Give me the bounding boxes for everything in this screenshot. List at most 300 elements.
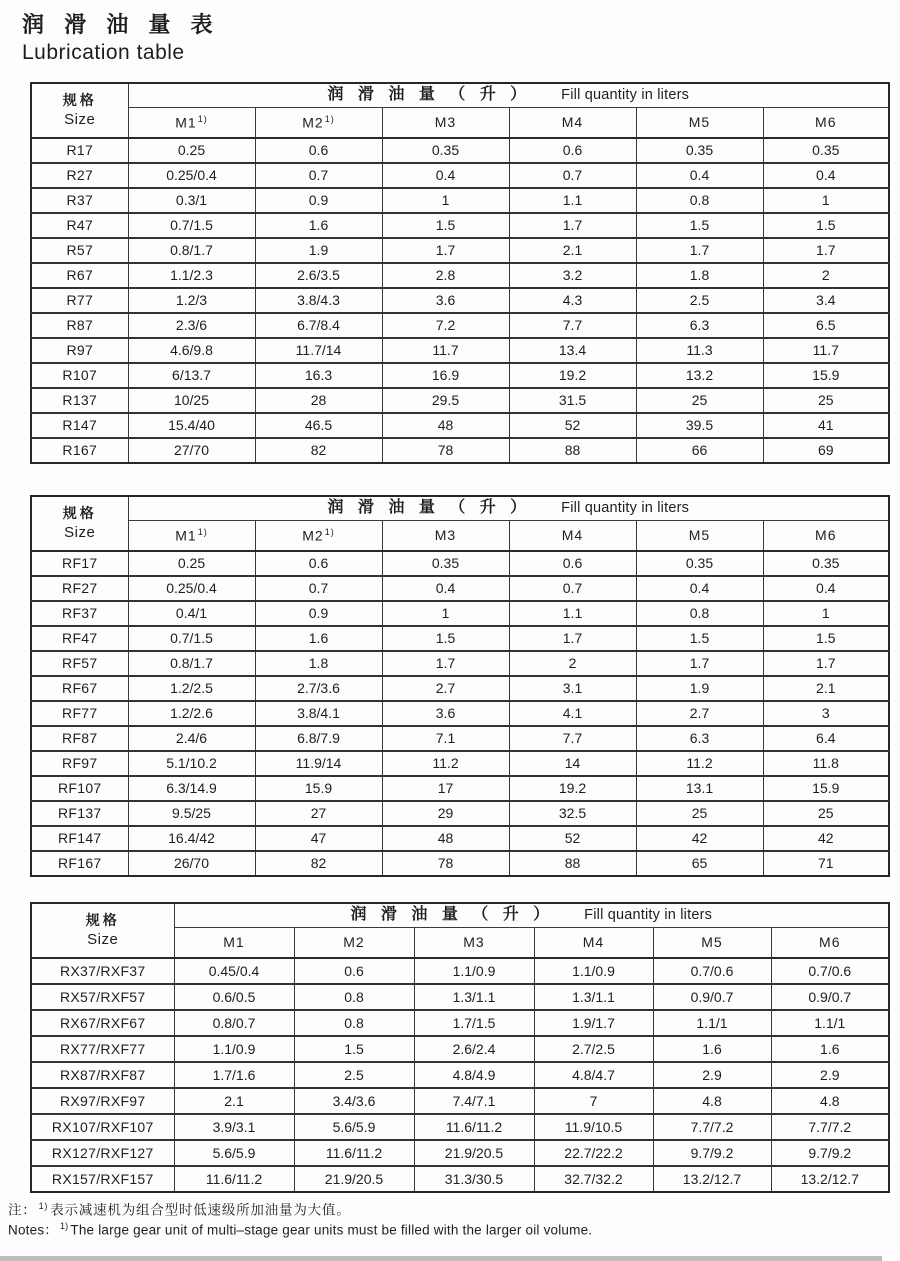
value-cell: 1.1/0.9 [174,1036,294,1062]
value-cell: 1.1/1 [653,1010,771,1036]
value-cell: 0.7/1.5 [128,626,255,651]
value-cell: 32.5 [509,801,636,826]
value-cell: 4.8/4.7 [534,1062,653,1088]
value-cell: 47 [255,826,382,851]
value-cell: 3.9/3.1 [174,1114,294,1140]
size-cell: RF167 [31,851,128,876]
value-cell: 7.7 [509,726,636,751]
fill-header-en: Fill quantity in liters [561,500,690,517]
value-cell: 1.9/1.7 [534,1010,653,1036]
value-cell: 0.6 [255,138,382,163]
table-row [31,388,889,413]
fill-header-zh: 润 滑 油 量 （ 升 ） [350,906,555,924]
footnote-en [8,1220,900,1240]
header-row-fill [31,496,889,521]
scanned-page-edge [0,1256,882,1261]
value-cell: 0.6 [255,551,382,576]
value-cell: 1.6 [771,1036,889,1062]
value-cell: 1.2/2.5 [128,676,255,701]
column-header [382,521,509,551]
column-header [636,108,763,138]
size-cell: RX97/RXF97 [31,1088,174,1114]
footnote-en-superscript: 1) [59,1220,69,1231]
value-cell: 1.7 [763,651,889,676]
value-cell: 2.5 [636,288,763,313]
value-cell: 25 [763,388,889,413]
size-cell: RF47 [31,626,128,651]
value-cell: 1.6 [653,1036,771,1062]
table-row [31,188,889,213]
value-cell: 0.8/0.7 [174,1010,294,1036]
size-cell: R57 [31,238,128,263]
column-header [255,108,382,138]
column-label: M1 [223,934,245,951]
size-cell: R137 [31,388,128,413]
table-row [31,751,889,776]
value-cell: 7.7/7.2 [771,1114,889,1140]
value-cell: 48 [382,413,509,438]
table-row [31,701,889,726]
size-cell: RX107/RXF107 [31,1114,174,1140]
size-column-header [31,903,174,958]
value-cell: 6.3 [636,313,763,338]
size-cell: R147 [31,413,128,438]
table-row [31,238,889,263]
size-cell: RF37 [31,601,128,626]
table-row [31,651,889,676]
value-cell: 14 [509,751,636,776]
value-cell: 1.3/1.1 [534,984,653,1010]
column-header [294,928,414,958]
column-header [382,108,509,138]
footnote-zh-superscript: 1) [38,1200,49,1211]
value-cell: 7.4/7.1 [414,1088,534,1114]
value-cell: 78 [382,851,509,876]
table-row [31,801,889,826]
value-cell: 71 [763,851,889,876]
column-header [763,521,889,551]
value-cell: 16.9 [382,363,509,388]
value-cell: 2.5 [294,1062,414,1088]
size-cell: R97 [31,338,128,363]
value-cell: 0.4 [763,163,889,188]
value-cell: 32.7/32.2 [534,1166,653,1192]
value-cell: 1.5 [636,213,763,238]
column-header [509,521,636,551]
value-cell: 3.4/3.6 [294,1088,414,1114]
column-label: M5 [688,114,711,131]
value-cell: 31.3/30.5 [414,1166,534,1192]
fill-quantity-header [128,496,889,521]
value-cell: 6.3 [636,726,763,751]
value-cell: 1.8 [636,263,763,288]
value-cell: 0.7 [255,163,382,188]
column-label: M3 [434,527,457,544]
table-head [31,496,889,551]
table-row [31,676,889,701]
table-row [31,288,889,313]
value-cell: 5.1/10.2 [128,751,255,776]
value-cell: 11.2 [382,751,509,776]
value-cell: 1 [763,601,889,626]
value-cell: 6.7/8.4 [255,313,382,338]
value-cell: 0.35 [636,138,763,163]
value-cell: 1.7 [382,651,509,676]
value-cell: 16.4/42 [128,826,255,851]
value-cell: 17 [382,776,509,801]
fill-quantity-header [128,83,889,108]
value-cell: 7.7/7.2 [653,1114,771,1140]
value-cell: 11.7/14 [255,338,382,363]
size-cell: RF107 [31,776,128,801]
value-cell: 42 [636,826,763,851]
value-cell: 11.7 [382,338,509,363]
value-cell: 19.2 [509,776,636,801]
value-cell: 0.35 [763,138,889,163]
value-cell: 82 [255,851,382,876]
value-cell: 88 [509,438,636,463]
value-cell: 0.4 [382,576,509,601]
fill-header-en: Fill quantity in liters [584,907,713,924]
table-row [31,338,889,363]
value-cell: 0.8 [636,188,763,213]
value-cell: 46.5 [255,413,382,438]
table-row [31,851,889,876]
value-cell: 2.1 [509,238,636,263]
footnote-en-prefix: Notes： [8,1222,58,1238]
fill-header-zh: 润 滑 油 量 （ 升 ） [327,86,532,104]
column-label: M3 [434,114,457,131]
value-cell: 13.4 [509,338,636,363]
value-cell: 11.6/11.2 [414,1114,534,1140]
value-cell: 15.4/40 [128,413,255,438]
value-cell: 65 [636,851,763,876]
header-row-fill [31,903,889,928]
value-cell: 2.3/6 [128,313,255,338]
value-cell: 0.35 [763,551,889,576]
table-row [31,776,889,801]
value-cell: 0.8 [294,1010,414,1036]
table-row [31,1010,889,1036]
column-header [771,928,889,958]
value-cell: 1.2/2.6 [128,701,255,726]
table-row [31,984,889,1010]
table-row [31,438,889,463]
column-header [509,108,636,138]
size-cell: RF137 [31,801,128,826]
size-cell: RF67 [31,676,128,701]
size-cell: R37 [31,188,128,213]
table-head [31,903,889,958]
value-cell: 11.7 [763,338,889,363]
table-row [31,313,889,338]
fill-header-en: Fill quantity in liters [561,87,690,104]
table-row [31,1036,889,1062]
value-cell: 9.7/9.2 [771,1140,889,1166]
size-cell: RF57 [31,651,128,676]
value-cell: 0.7 [255,576,382,601]
value-cell: 29 [382,801,509,826]
value-cell: 3.6 [382,701,509,726]
value-cell: 4.8 [771,1088,889,1114]
value-cell: 2.7/3.6 [255,676,382,701]
value-cell: 0.4 [636,163,763,188]
value-cell: 0.8/1.7 [128,238,255,263]
table-body [31,958,889,1192]
value-cell: 0.7 [509,576,636,601]
column-label: M4 [561,114,584,131]
value-cell: 0.35 [636,551,763,576]
value-cell: 82 [255,438,382,463]
value-cell: 25 [636,388,763,413]
value-cell: 4.8/4.9 [414,1062,534,1088]
size-cell: R17 [31,138,128,163]
value-cell: 2.1 [763,676,889,701]
footnote-zh [8,1200,900,1220]
value-cell: 3 [763,701,889,726]
value-cell: 1.1/2.3 [128,263,255,288]
table-row [31,626,889,651]
value-cell: 2.7 [382,676,509,701]
value-cell: 3.4 [763,288,889,313]
value-cell: 0.7/0.6 [653,958,771,984]
value-cell: 29.5 [382,388,509,413]
size-header-en: Size [87,930,119,948]
value-cell: 7 [534,1088,653,1114]
value-cell: 0.35 [382,138,509,163]
value-cell: 28 [255,388,382,413]
value-cell: 0.25/0.4 [128,163,255,188]
size-header-en: Size [64,523,96,541]
size-header-zh: 规格 [62,92,97,109]
size-cell: RX37/RXF37 [31,958,174,984]
column-superscript: 1) [324,113,335,124]
value-cell: 1.5 [382,626,509,651]
column-label: M5 [688,527,711,544]
value-cell: 0.9 [255,601,382,626]
table-row [31,1062,889,1088]
value-cell: 39.5 [636,413,763,438]
value-cell: 1.7 [636,238,763,263]
size-header-en: Size [64,110,96,128]
value-cell: 2 [763,263,889,288]
value-cell: 0.4/1 [128,601,255,626]
value-cell: 0.7/0.6 [771,958,889,984]
value-cell: 27/70 [128,438,255,463]
value-cell: 5.6/5.9 [174,1140,294,1166]
value-cell: 1.7 [763,238,889,263]
value-cell: 0.9/0.7 [653,984,771,1010]
value-cell: 1.5 [763,626,889,651]
value-cell: 1.7 [509,626,636,651]
table-row [31,958,889,984]
footnote-en-text: The large gear unit of multi–stage gear units must be filled with the larger oil volume. [70,1222,593,1238]
page-title-en: Lubrication table [22,41,185,65]
table-row [31,1088,889,1114]
size-cell: R107 [31,363,128,388]
value-cell: 13.1 [636,776,763,801]
value-cell: 4.8 [653,1088,771,1114]
value-cell: 1.1/0.9 [414,958,534,984]
table-body [31,138,889,463]
header-row-fill [31,83,889,108]
size-cell: RF147 [31,826,128,851]
table-row [31,1166,889,1192]
fill-header-zh: 润 滑 油 量 （ 升 ） [327,499,532,517]
size-cell: RX57/RXF57 [31,984,174,1010]
size-cell: R167 [31,438,128,463]
value-cell: 0.25 [128,138,255,163]
page-title-zh: 润 滑 油 量 表 [22,12,220,37]
value-cell: 1.7 [382,238,509,263]
column-label: M4 [582,934,605,951]
value-cell: 0.8/1.7 [128,651,255,676]
value-cell: 2.6/2.4 [414,1036,534,1062]
value-cell: 1.9 [255,238,382,263]
value-cell: 15.9 [763,776,889,801]
value-cell: 69 [763,438,889,463]
size-cell: R27 [31,163,128,188]
value-cell: 2.9 [653,1062,771,1088]
size-cell: RF17 [31,551,128,576]
value-cell: 11.8 [763,751,889,776]
value-cell: 9.5/25 [128,801,255,826]
footnotes [8,1200,900,1240]
value-cell: 1.6 [255,213,382,238]
table-row [31,163,889,188]
value-cell: 1.5 [636,626,763,651]
value-cell: 2.6/3.5 [255,263,382,288]
value-cell: 0.4 [763,576,889,601]
value-cell: 0.25/0.4 [128,576,255,601]
value-cell: 0.45/0.4 [174,958,294,984]
value-cell: 15.9 [255,776,382,801]
table-row [31,576,889,601]
size-cell: R87 [31,313,128,338]
value-cell: 0.6 [294,958,414,984]
table-row [31,1140,889,1166]
footnote-zh-text: 表示减速机为组合型时低速级所加油量为大值。 [50,1202,351,1218]
value-cell: 25 [763,801,889,826]
value-cell: 6.4 [763,726,889,751]
value-cell: 1.7 [509,213,636,238]
column-header [128,108,255,138]
value-cell: 6.8/7.9 [255,726,382,751]
value-cell: 1.1 [509,188,636,213]
table-row [31,601,889,626]
column-label: M6 [815,527,837,544]
value-cell: 2.7/2.5 [534,1036,653,1062]
size-cell: RF87 [31,726,128,751]
value-cell: 2.1 [174,1088,294,1114]
value-cell: 1.5 [294,1036,414,1062]
value-cell: 0.4 [382,163,509,188]
value-cell: 3.8/4.1 [255,701,382,726]
table-row [31,726,889,751]
value-cell: 16.3 [255,363,382,388]
column-header [174,928,294,958]
column-header [255,521,382,551]
value-cell: 21.9/20.5 [294,1166,414,1192]
value-cell: 1.1 [509,601,636,626]
value-cell: 0.8 [636,601,763,626]
value-cell: 9.7/9.2 [653,1140,771,1166]
value-cell: 25 [636,801,763,826]
value-cell: 0.9/0.7 [771,984,889,1010]
column-superscript: 1) [197,113,208,124]
value-cell: 0.6 [509,551,636,576]
value-cell: 41 [763,413,889,438]
value-cell: 1.1/1 [771,1010,889,1036]
table-row [31,551,889,576]
value-cell: 52 [509,826,636,851]
column-label: M3 [463,934,485,951]
column-header [414,928,534,958]
table-row [31,413,889,438]
size-cell: RX67/RXF67 [31,1010,174,1036]
value-cell: 22.7/22.2 [534,1140,653,1166]
value-cell: 2.9 [771,1062,889,1088]
size-column-header [31,83,128,138]
value-cell: 26/70 [128,851,255,876]
table-row [31,213,889,238]
size-cell: RX127/RXF127 [31,1140,174,1166]
column-label: M1 [175,114,197,131]
value-cell: 1.6 [255,626,382,651]
table-row [31,363,889,388]
value-cell: 1.7 [636,651,763,676]
value-cell: 88 [509,851,636,876]
value-cell: 1.9 [636,676,763,701]
value-cell: 2.8 [382,263,509,288]
column-header [636,521,763,551]
size-cell: R77 [31,288,128,313]
value-cell: 2 [509,651,636,676]
size-cell: RF27 [31,576,128,601]
column-label: M5 [701,934,723,951]
value-cell: 1 [382,188,509,213]
lubrication-table-rx-rxf-series [30,902,890,1193]
value-cell: 0.9 [255,188,382,213]
column-label: M2 [302,114,324,131]
table-row [31,1114,889,1140]
value-cell: 0.8 [294,984,414,1010]
value-cell: 1 [382,601,509,626]
value-cell: 11.2 [636,751,763,776]
header-row-columns [31,521,889,551]
value-cell: 19.2 [509,363,636,388]
column-header [653,928,771,958]
value-cell: 0.25 [128,551,255,576]
value-cell: 3.6 [382,288,509,313]
value-cell: 15.9 [763,363,889,388]
value-cell: 1.2/3 [128,288,255,313]
value-cell: 1.3/1.1 [414,984,534,1010]
size-header-zh: 规格 [62,505,97,522]
value-cell: 52 [509,413,636,438]
value-cell: 1.5 [763,213,889,238]
value-cell: 10/25 [128,388,255,413]
value-cell: 13.2 [636,363,763,388]
value-cell: 31.5 [509,388,636,413]
table-row [31,138,889,163]
value-cell: 0.35 [382,551,509,576]
column-superscript: 1) [324,526,335,537]
value-cell: 11.6/11.2 [294,1140,414,1166]
value-cell: 4.3 [509,288,636,313]
value-cell: 1.7/1.6 [174,1062,294,1088]
column-label: M6 [819,934,841,951]
